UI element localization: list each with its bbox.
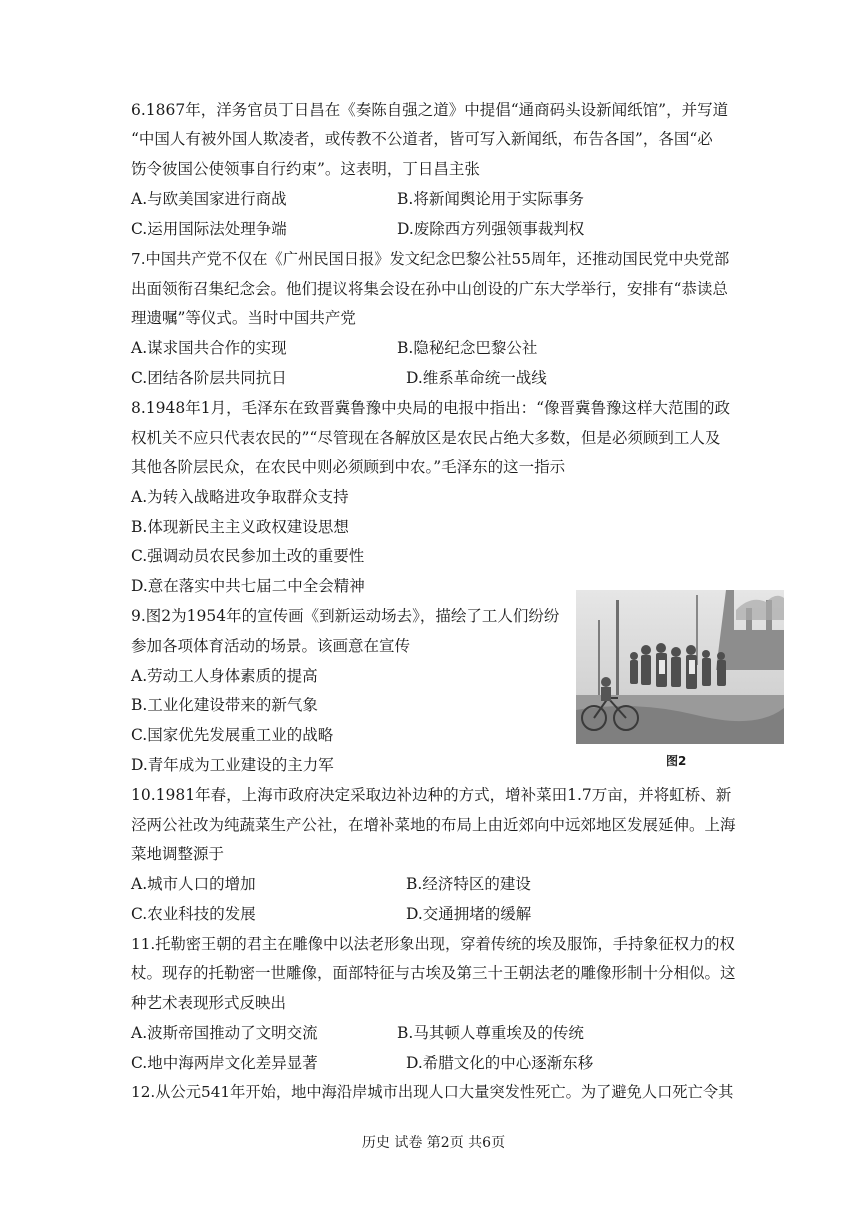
- q8-stem-line-3: 其他各阶层民众，在农民中则必须顾到中农。”毛泽东的这一指示: [131, 458, 566, 476]
- q7-stem-line-3: 理遗嘱”等仪式。当时中国共产党: [131, 309, 356, 327]
- q9-option-c: C.国家优先发展重工业的战略: [131, 726, 334, 744]
- q8-option-a: A.为转入战略进攻争取群众支持: [131, 488, 349, 506]
- q7-option-d: D.维系革命统一战线: [406, 369, 547, 387]
- q9-option-d: D.青年成为工业建设的主力军: [131, 756, 334, 774]
- q7-option-b: B.隐秘纪念巴黎公社: [397, 339, 538, 357]
- q11-option-c: C.地中海两岸文化差异显著: [131, 1054, 318, 1072]
- q6-stem-line-3: 饬令彼国公使领事自行约束”。这表明，丁日昌主张: [131, 160, 480, 178]
- q10-stem-line-3: 菜地调整源于: [131, 845, 225, 863]
- q10-option-d: D.交通拥堵的缓解: [406, 905, 532, 923]
- q10-option-c: C.农业科技的发展: [131, 905, 256, 923]
- page-footer: 历史 试卷 第2页 共6页: [361, 1135, 506, 1151]
- figure-2-image: [576, 590, 784, 744]
- q11-option-a: A.波斯帝国推动了文明交流: [131, 1024, 318, 1042]
- q12-stem-line-1: 12.从公元541年开始，地中海沿岸城市出现人口大量突发性死亡。为了避免人口死亡令其: [131, 1083, 734, 1101]
- q8-stem-line-2: 权机关不应只代表农民的”“尽管现在各解放区是农民占绝大多数，但是必须顾到工人及: [131, 429, 721, 447]
- q6-option-b: B.将新闻舆论用于实际事务: [397, 190, 584, 208]
- q8-stem-line-1: 8.1948年1月，毛泽东在致晋冀鲁豫中央局的电报中指出：“像晋冀鲁豫这样大范围的政: [131, 399, 731, 417]
- q10-stem-line-1: 10.1981年春，上海市政府决定采取边补边种的方式，增补菜田1.7万亩，并将虹桥、新: [131, 786, 732, 804]
- q7-stem-line-1: 7.中国共产党不仅在《广州民国日报》发文纪念巴黎公社55周年，还推动国民党中央党部: [131, 250, 730, 268]
- q8-option-b: B.体现新民主主义政权建设思想: [131, 518, 349, 536]
- q6-option-c: C.运用国际法处理争端: [131, 220, 287, 238]
- q6-stem-line-2: “中国人有被外国人欺凌者，或传教不公道者，皆可写入新闻纸，布告各国”，各国“必: [131, 130, 713, 148]
- q11-option-b: B.马其顿人尊重埃及的传统: [397, 1024, 584, 1042]
- q9-option-a: A.劳动工人身体素质的提高: [131, 667, 318, 685]
- q6-option-a: A.与欧美国家进行商战: [131, 190, 287, 208]
- q8-option-d: D.意在落实中共七届二中全会精神: [131, 577, 365, 595]
- q6-stem-line-1: 6.1867年，洋务官员丁日昌在《奏陈自强之道》中提倡“通商码头设新闻纸馆”，并写道: [131, 101, 729, 119]
- q9-stem-line-1: 9.图2为1954年的宣传画《到新运动场去》，描绘了工人们纷纷: [131, 607, 560, 625]
- q11-stem-line-2: 杖。现存的托勒密一世雕像，面部特征与古埃及第三十王朝法老的雕像形制十分相似。这: [131, 964, 736, 982]
- q9-stem-line-2: 参加各项体育活动的场景。该画意在宣传: [131, 637, 411, 655]
- q9-option-b: B.工业化建设带来的新气象: [131, 696, 318, 714]
- q11-option-d: D.希腊文化的中心逐渐东移: [406, 1054, 594, 1072]
- q7-stem-line-2: 出面领衔召集纪念会。他们提议将集会设在孙中山创设的广东大学举行，安排有“恭读总: [131, 280, 728, 298]
- q10-option-a: A.城市人口的增加: [131, 875, 256, 893]
- q7-option-a: A.谋求国共合作的实现: [131, 339, 287, 357]
- q11-stem-line-1: 11.托勒密王朝的君主在雕像中以法老形象出现，穿着传统的埃及服饰，手持象征权力的权: [131, 935, 735, 953]
- q6-option-d: D.废除西方列强领事裁判权: [397, 220, 585, 238]
- q10-stem-line-2: 泾两公社改为纯蔬菜生产公社，在增补菜地的布局上由近郊向中远郊地区发展延伸。上海: [131, 816, 736, 834]
- q11-stem-line-3: 种艺术表现形式反映出: [131, 994, 287, 1012]
- q10-option-b: B.经济特区的建设: [406, 875, 531, 893]
- q7-option-c: C.团结各阶层共同抗日: [131, 369, 287, 387]
- figure-2-caption: 图2: [666, 754, 687, 768]
- q8-option-c: C.强调动员农民参加土改的重要性: [131, 547, 365, 565]
